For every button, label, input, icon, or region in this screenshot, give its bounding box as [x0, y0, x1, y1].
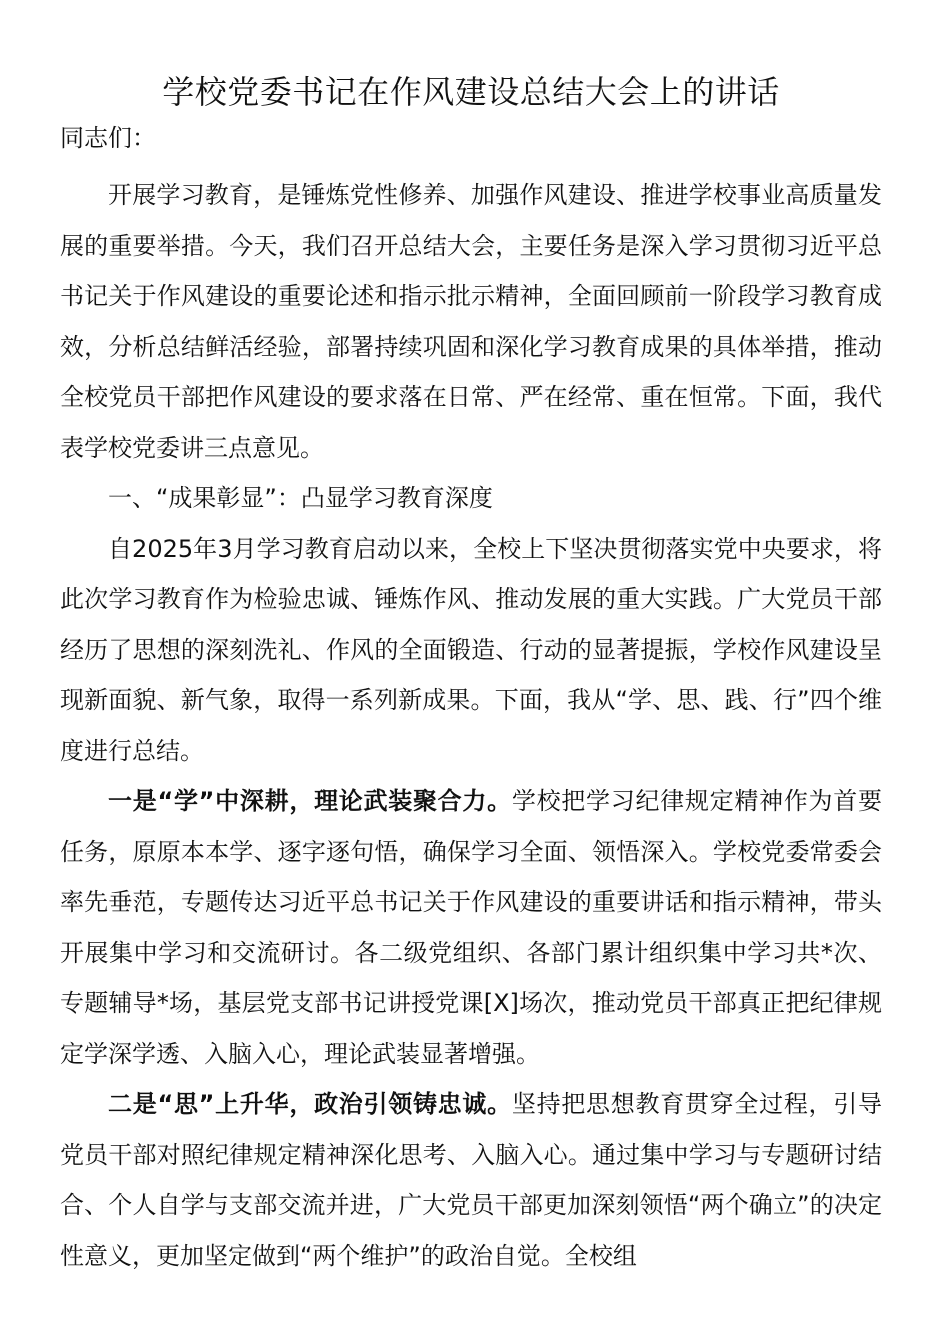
document-title: 学校党委书记在作风建设总结大会上的讲话 [162, 73, 780, 111]
point-text-1: 学校把学习纪律规定精神作为首要任务，原原本本学、逐字逐句悟，确保学习全面、领悟深入。学校党委常委会率先垂范，专题传达习近平总书记关于作风建设的重要讲话和指示精神，带头开展集中学习和交流研讨。各二级党组织、各部门累计组织集中学习共*次、专题辅导*场，基层党支部书记讲授党课[X]场次，推动党员干部真正把纪律规定学深学透、入脑入心，理论武装显著增强。 [60, 787, 882, 1068]
salutation: 同志们： [60, 124, 156, 152]
point-lead-2: 二是“思”上升华，政治引领铸忠诚。 [108, 1090, 512, 1118]
point-paragraph-2 [60, 1079, 882, 1281]
intro-paragraph: 开展学习教育，是锤炼党性修养、加强作风建设、推进学校事业高质量发展的重要举措。今天，我们召开总结大会，主要任务是深入学习贯彻习近平总书记关于作风建设的重要论述和指示批示精神，全面回顾前一阶段学习教育成效，分析总结鲜活经验，部署持续巩固和深化学习教育成果的具体举措，推动全校党员干部把作风建设的要求落在日常、严在经常、重在恒常。下面，我代表学校党委讲三点意见。 [60, 181, 882, 462]
section-paragraph: 自2025年3月学习教育启动以来，全校上下坚决贯彻落实党中央要求，将此次学习教育作为检验忠诚、锤炼作风、推动发展的重大实践。广大党员干部经历了思想的深刻洗礼、作风的全面锻造、行动的显著提振，学校作风建设呈现新面貌、新气象，取得一系列新成果。下面，我从“学、思、践、行”四个维度进行总结。 [60, 534, 882, 765]
point-text-2: 坚持把思想教育贯穿全过程，引导党员干部对照纪律规定精神深化思考、入脑入心。通过集中学习与专题研讨结合、个人自学与支部交流并进，广大党员干部更加深刻领悟“两个确立”的决定性意义，更加坚定做到“两个维护”的政治自觉。全校组 [60, 1090, 882, 1270]
section-heading: 一、“成果彰显”：凸显学习教育深度 [108, 484, 493, 512]
point-paragraph-1 [60, 776, 882, 1079]
point-lead-1: 一是“学”中深耕，理论武装聚合力。 [108, 787, 512, 815]
